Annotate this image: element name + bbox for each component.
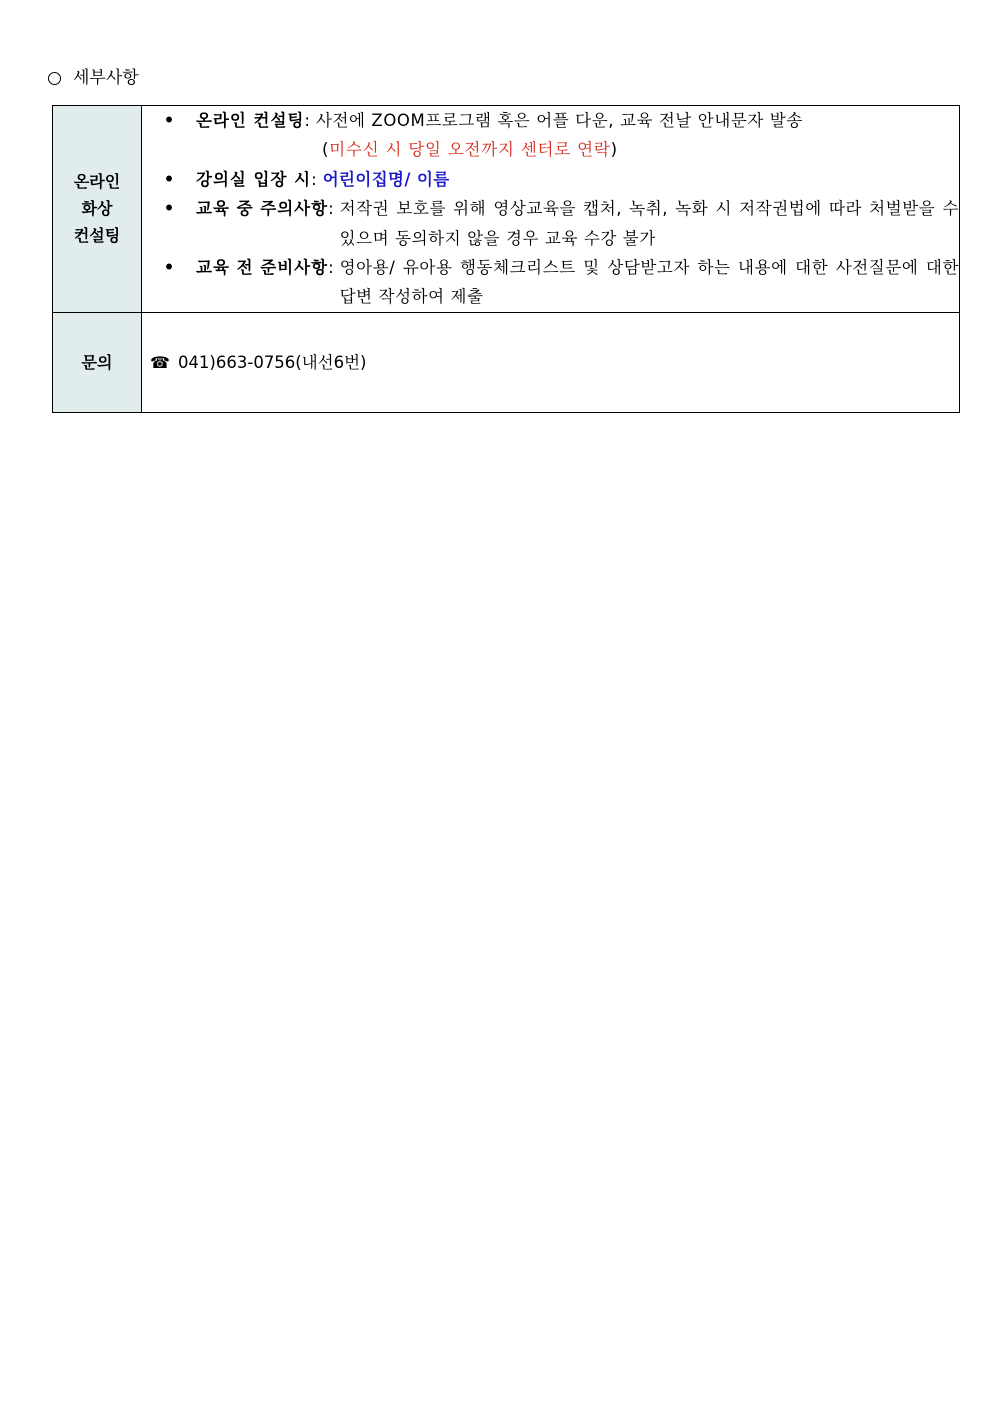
item-colon: : [328,199,334,219]
details-list [142,106,959,312]
table-row-consulting [53,106,960,313]
item-term: 강의실 입장 시 [196,169,312,189]
item-colon: : [311,169,317,189]
row-label-line: 화상 [81,199,113,219]
bullet-dot-icon: • [163,111,175,130]
telephone-icon: ☎ [150,352,170,372]
item-note [196,135,959,164]
list-item [142,165,959,194]
bullet-dot-icon: • [163,258,175,278]
list-item [142,194,959,253]
section-heading [48,66,139,90]
item-term: 온라인 컨설팅 [196,111,305,130]
contact-line [142,348,959,377]
list-item [142,253,959,312]
row-label-consulting [53,106,142,313]
item-term: 교육 중 주의사항 [196,199,329,219]
row-label-line: 컨설팅 [73,226,121,246]
phone-number: 041)663-0756(내선6번) [177,352,367,372]
list-item [142,106,959,165]
item-colon: : [328,258,334,278]
row-label-inquiry: 문의 [53,312,142,412]
item-term: 교육 전 준비사항 [196,258,329,278]
bullet-dot-icon: • [163,169,175,189]
circle-bullet-icon [48,72,61,85]
row-label-line: 온라인 [73,172,121,192]
details-table [52,105,960,413]
note-open-paren: ( [322,140,330,160]
bullet-dot-icon: • [163,199,175,219]
note-close-paren: ) [610,140,618,160]
section-heading-label: 세부사항 [73,68,139,88]
item-description: 어린이집명/ 이름 [322,169,450,189]
inquiry-details [142,312,960,412]
table-row-inquiry [53,312,960,412]
item-description: 영아용/ 유아용 행동체크리스트 및 상담받고자 하는 내용에 대한 사전질문에 대한 답변 작성하여 제출 [339,258,959,307]
consulting-details [142,106,960,313]
item-description: 사전에 ZOOM프로그램 혹은 어플 다운, 교육 전날 안내문자 발송 [315,111,803,130]
note-text: 미수신 시 당일 오전까지 센터로 연락 [329,140,611,160]
item-description: 저작권 보호를 위해 영상교육을 캡처, 녹취, 녹화 시 저작권법에 따라 처벌받을 수 있으며 동의하지 않을 경우 교육 수강 불가 [339,199,959,248]
item-colon: : [304,111,310,130]
